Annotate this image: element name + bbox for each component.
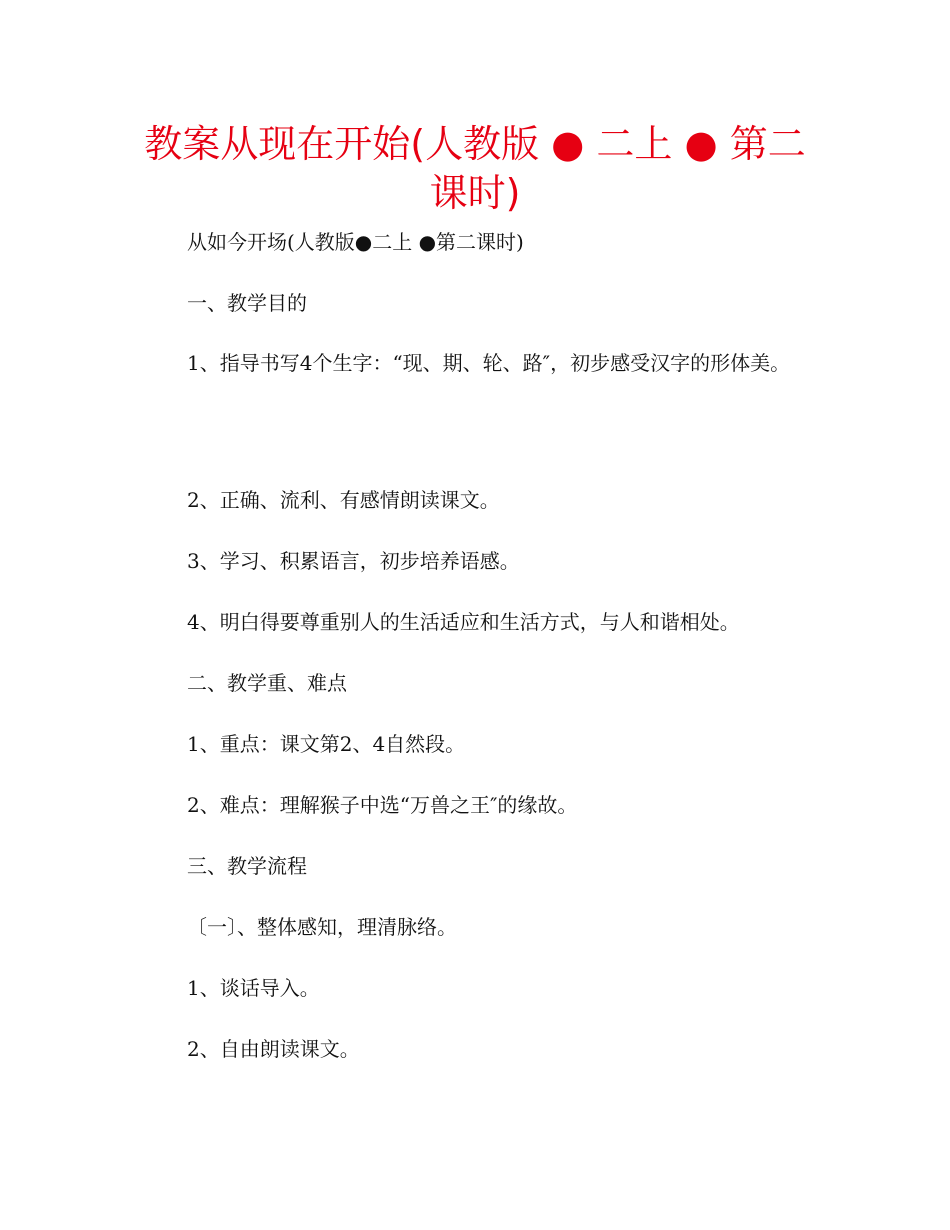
paragraph-process-item-2: 2、自由朗读课文。: [187, 1037, 360, 1061]
paragraph-objective-1: 1、指导书写4个生字：“现、期、轮、路″，初步感受汉字的形体美。: [187, 351, 791, 375]
paragraph-subtitle: 从如今开场(人教版●二上 ●第二课时): [187, 230, 524, 254]
paragraph-heading-process: 三、教学流程: [187, 854, 307, 878]
document-title: 教案从现在开始(人教版 ● 二上 ● 第二课时): [144, 122, 806, 215]
paragraph-objective-3: 3、学习、积累语言，初步培养语感。: [187, 549, 520, 573]
paragraph-process-item-1: 1、谈话导入。: [187, 976, 320, 1000]
paragraph-key-point: 1、重点：课文第2、4自然段。: [187, 732, 466, 756]
paragraph-difficult-point: 2、难点：理解猴子中选“万兽之王″的缘故。: [187, 793, 578, 817]
paragraph-heading-key-points: 二、教学重、难点: [187, 671, 347, 695]
paragraph-objective-2: 2、正确、流利、有感情朗读课文。: [187, 488, 500, 512]
paragraph-process-step-1: 〔一〕、整体感知，理清脉络。: [187, 915, 457, 939]
paragraph-heading-objectives: 一、教学目的: [187, 291, 307, 315]
paragraph-objective-4: 4、明白得要尊重别人的生活适应和生活方式，与人和谐相处。: [187, 610, 740, 634]
